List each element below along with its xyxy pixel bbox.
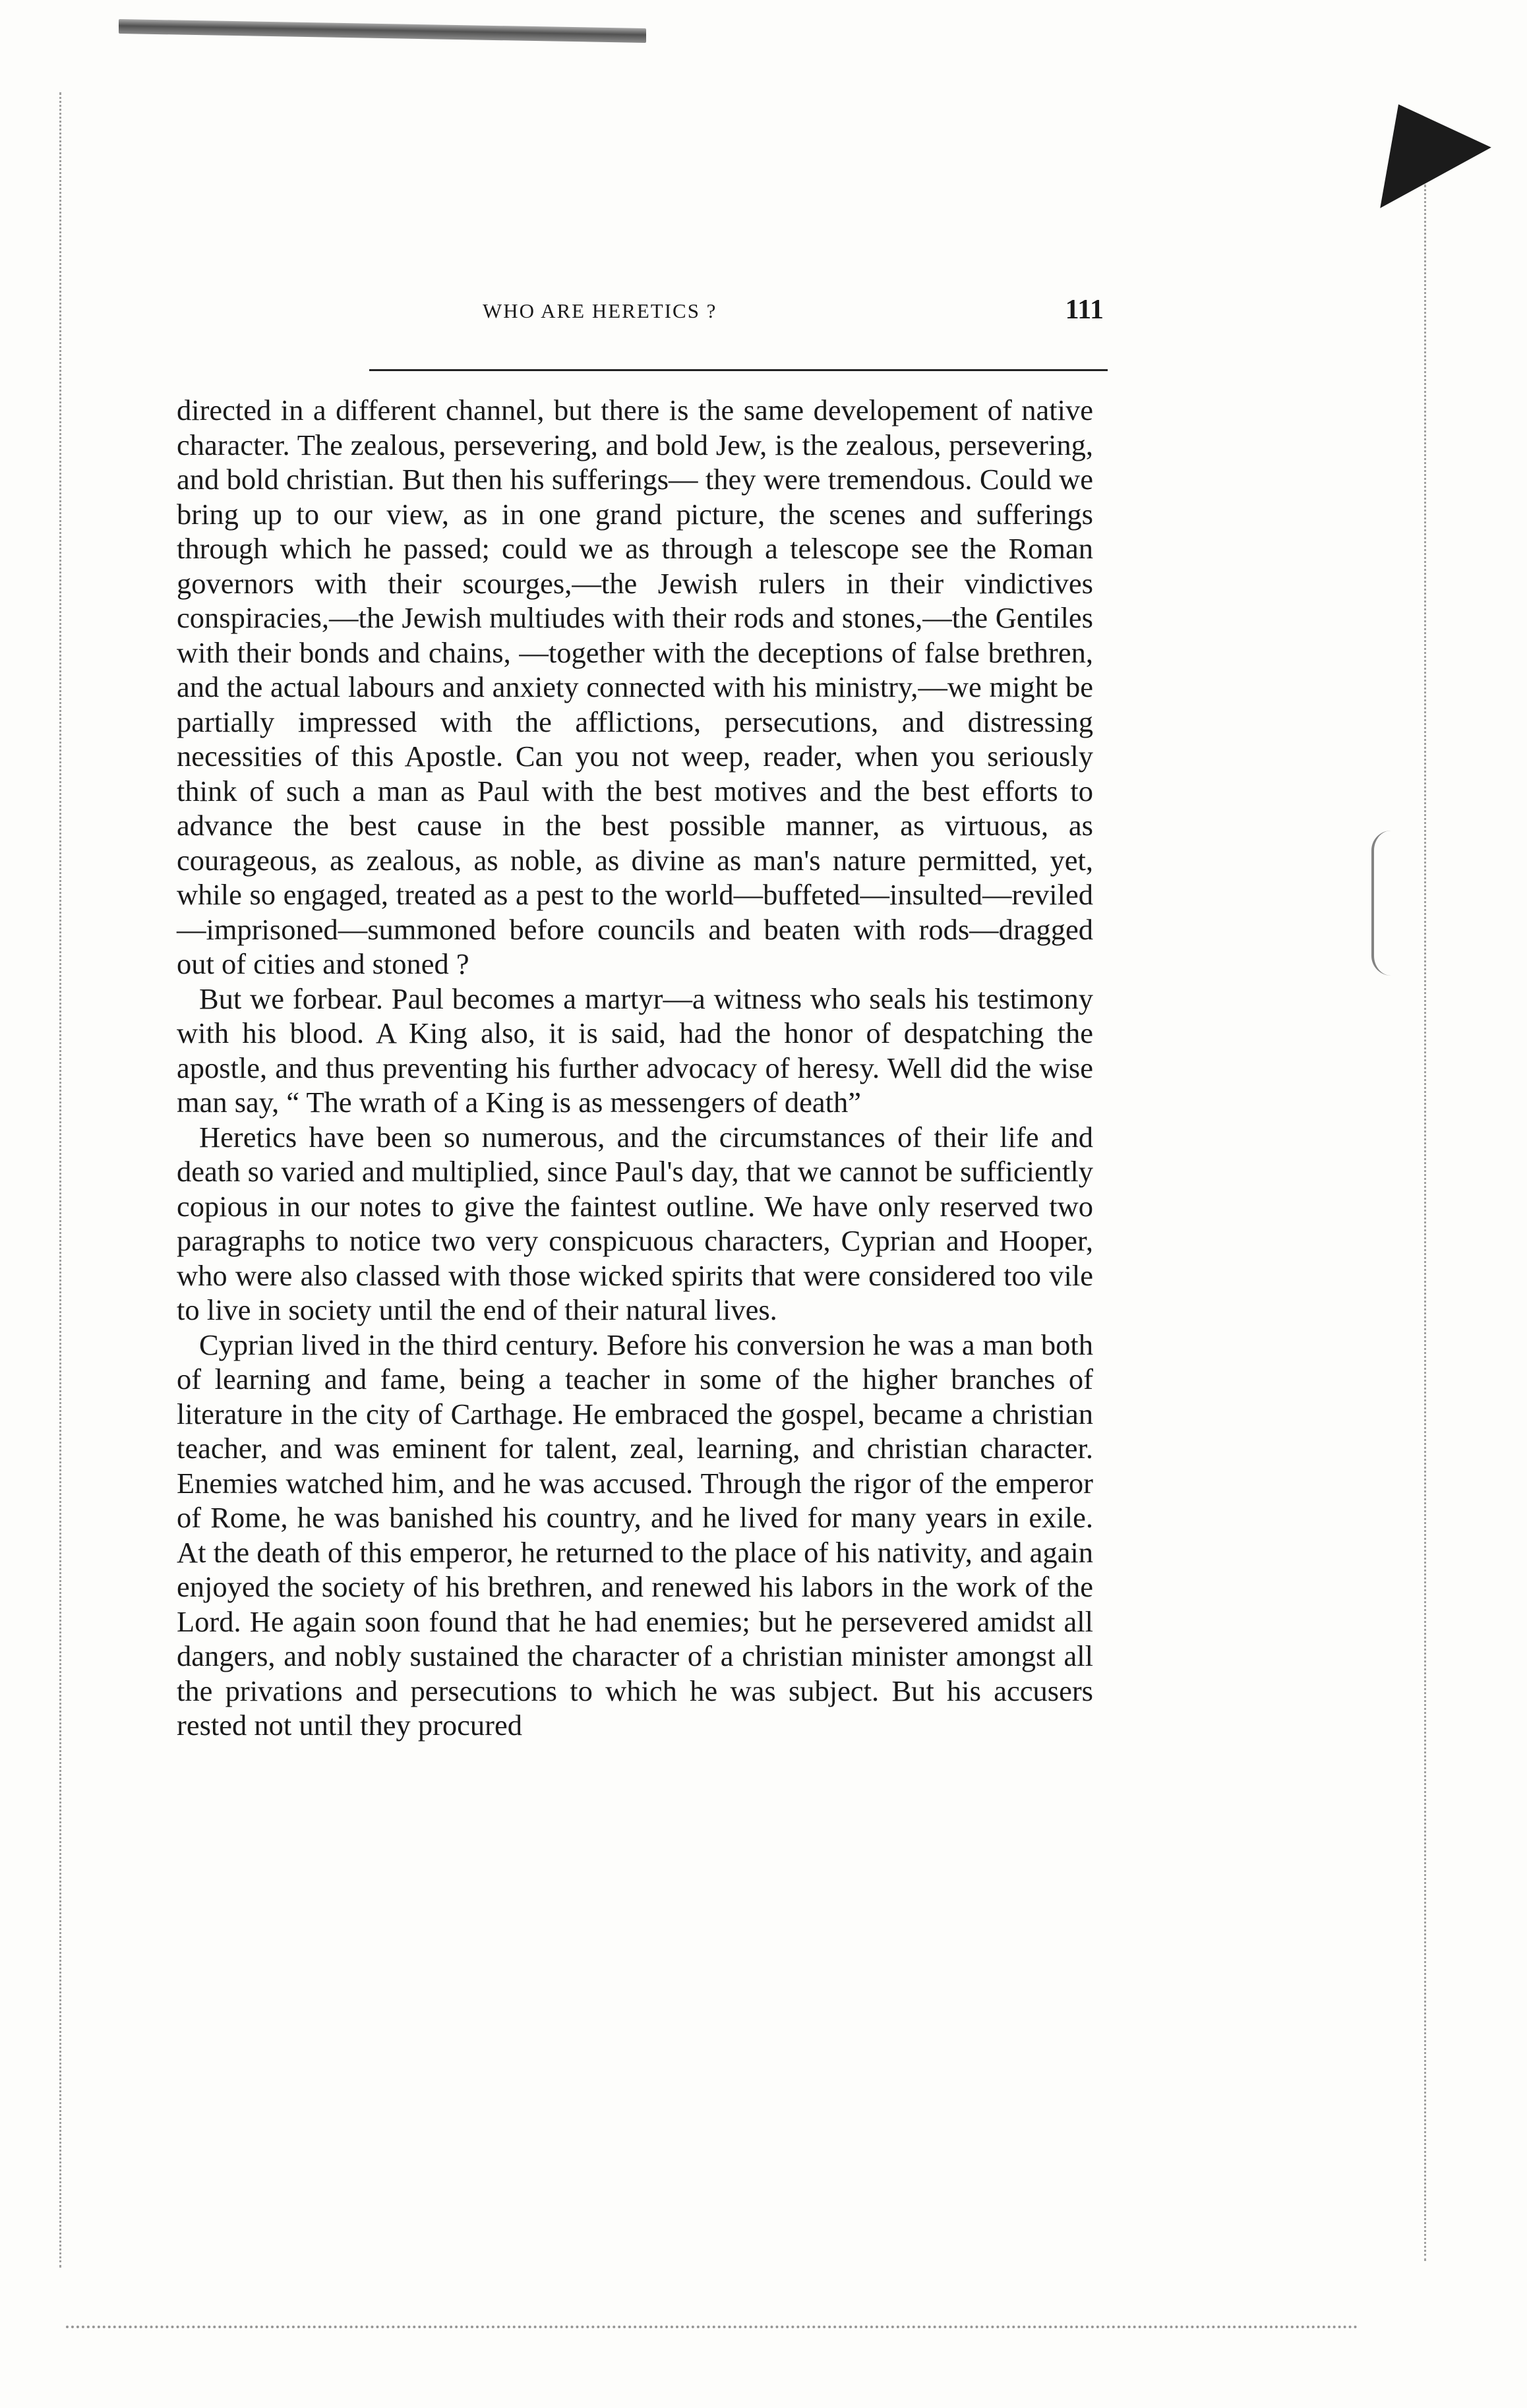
scan-artifact-right-bracket [1371,831,1400,976]
header-rule [369,369,1108,371]
scan-artifact-right-edge [1424,185,1433,2261]
scan-artifact-corner-mark [1380,104,1496,225]
scan-artifact-bottom-edge [66,2326,1358,2331]
running-title: WHO ARE HERETICS ? [483,299,717,322]
page-number: 111 [1065,295,1104,325]
page-header [369,294,1108,334]
paragraph: Heretics have been so numerous, and the circumstances of their life and death so varied and multiplied, since Paul's day, that we cannot be sufficiently copious in our notes to give the faintest outline. We have only reserved two paragraphs to notice two very conspicuous characters, Cyprian and Hooper, who were also classed with those wicked spirits that were considered too vile to live in society until the end of their natural lives. [177,1120,1093,1326]
paragraph: directed in a different channel, but there is the same developement of native character. The zealous, persevering, and bold Jew, is the zealous, persevering, and bold christian. But then his sufferings— they were tremendous. Could we bring up to our view, as in one grand picture, the scenes and sufferings through which he passed; could we as through a telescope see the Roman governors with their scourges,—the Jewish rulers in their vindictives conspiracies,—the Jewish multiudes with their rods and stones,—the Gentiles with their bonds and chains, —together with the deceptions of false brethren, and the actual labours and anxiety connected with his ministry,—we might be partially impressed with the afflictions, persecutions, and distressing necessities of this Apostle. Can you not weep, reader, when you seriously think of such a man as Paul with the best motives and the best efforts to advance the best cause in the best possible manner, as virtuous, as courageous, as zealous, as noble, as divine as man's nature permitted, yet, while so engaged, treated as a pest to the world—buffeted—insulted—reviled—imprisoned—summoned before councils and beaten with rods—dragged out of cities and stoned ? [177,394,1093,980]
scan-artifact-top-bar [119,19,646,43]
paragraph: Cyprian lived in the third century. Before his conversion he was a man both of learning and fame, being a teacher in some of the higher branches of literature in the city of Carthage. He embraced the gospel, became a christian teacher, and was eminent for talent, zeal, learning, and christian character. Enemies watched him, and he was accused. Through the rigor of the emperor of Rome, he was banished his country, and he lived for many years in exile. At the death of this emperor, he returned to the place of his nativity, and again enjoyed the society of his brethren, and renewed his labors in the work of the Lord. He again soon found that he had enemies; but he persevered amidst all dangers, and nobly sustained the character of a christian minister amongst all the privations and persecutions to which he was subject. But his accusers rested not until they procured [177,1328,1093,1742]
paragraph: But we forbear. Paul becomes a martyr—a witness who seals his testimony with his blood. A King also, it is said, had the honor of despatching the apostle, and thus preventing his further advocacy of heresy. Well did the wise man say, “ The wrath of a King is as messengers of death” [177,982,1093,1119]
body-text [177,393,1093,1743]
scan-artifact-left-edge [59,92,68,2268]
